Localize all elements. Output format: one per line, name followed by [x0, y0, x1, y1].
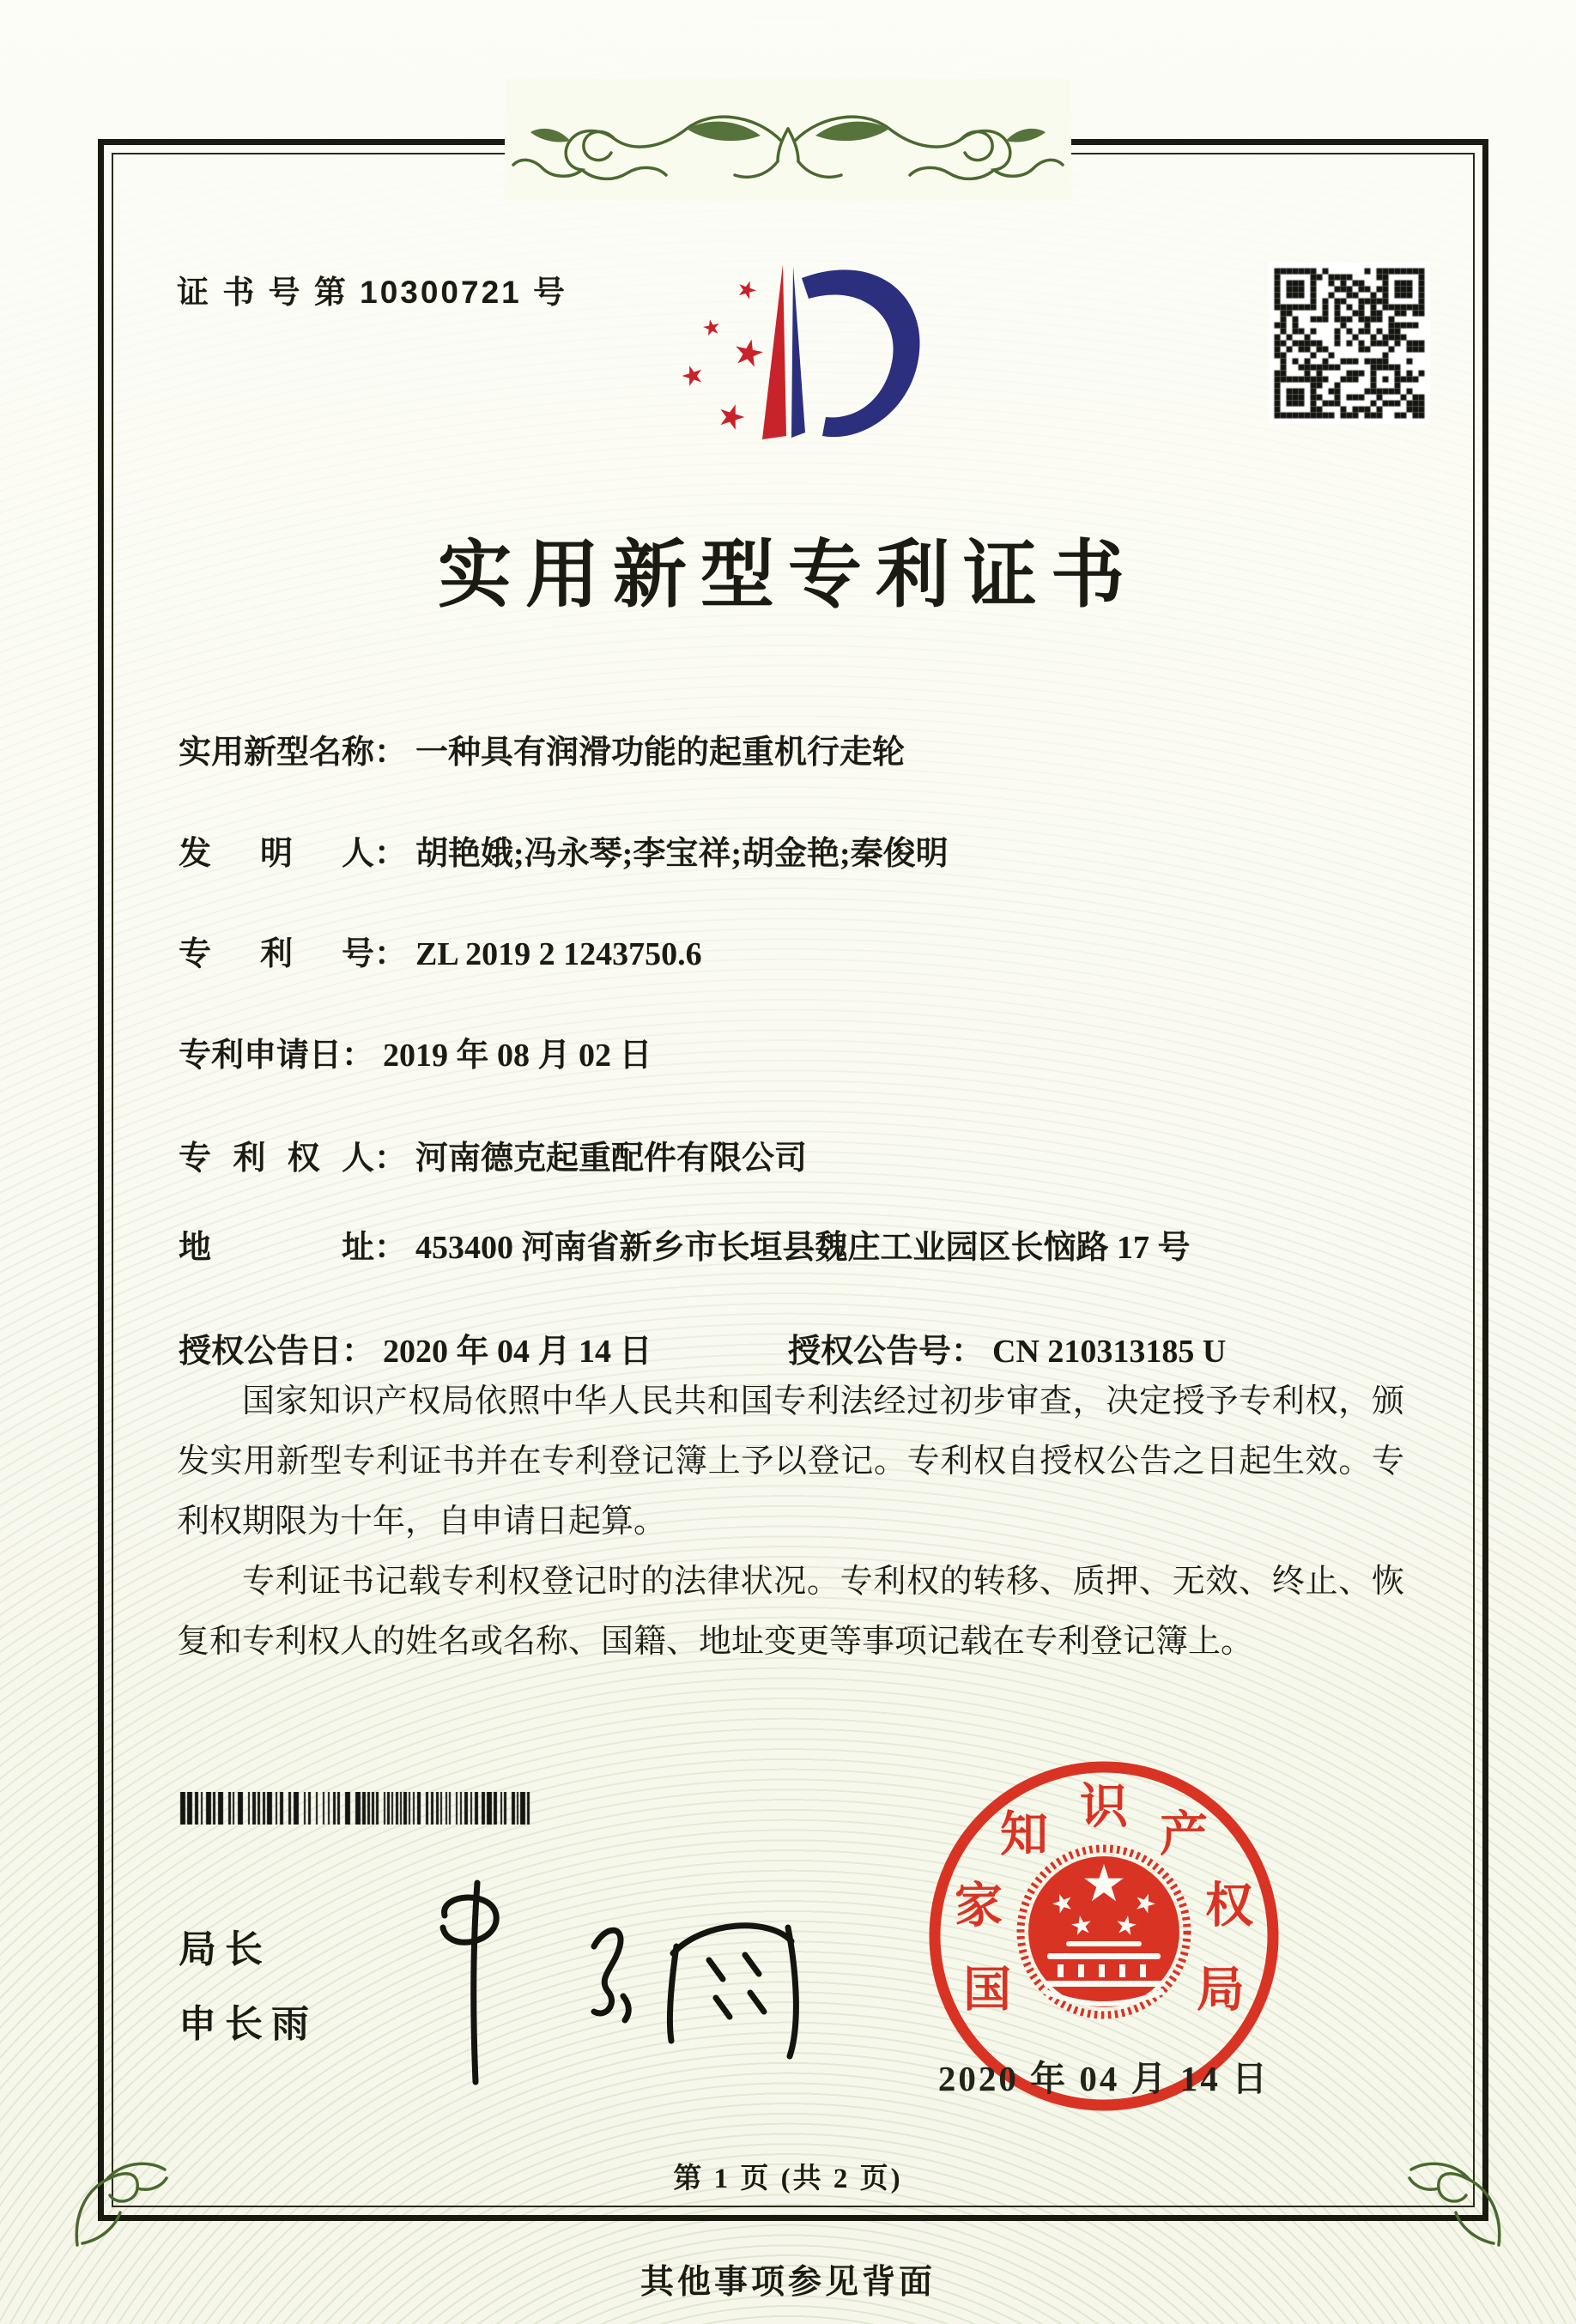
national-emblem-icon	[1021, 1849, 1187, 2015]
signer-title: 局长	[179, 1928, 271, 1970]
field-label-patentee: 专利权人	[179, 1141, 374, 1177]
top-border-ornament-icon	[505, 79, 1071, 199]
footer-note: 其他事项参见背面	[639, 2264, 936, 2301]
director-signature-icon	[403, 1871, 850, 2094]
field-value-grant-number: CN 210313185 U	[992, 1334, 1227, 1370]
svg-text:识: 识	[1080, 1781, 1128, 1834]
field-row-patent-number: 专利号： ZL 2019 2 1243750.6	[179, 927, 1404, 971]
field-row-name: 实用新型名称： 一种具有润滑功能的起重机行走轮	[179, 725, 1404, 770]
field-label-name: 实用新型名称	[179, 735, 375, 771]
field-value-inventors: 胡艳娥;冯永琴;李宝祥;胡金艳;秦俊明	[415, 836, 949, 872]
bottom-left-ornament-icon	[65, 2145, 177, 2257]
field-value-grant-date: 2020 年 04 月 14 日	[383, 1334, 652, 1370]
svg-text:家: 家	[955, 1879, 1003, 1934]
field-label-filing-date: 专利申请日	[179, 1038, 342, 1074]
field-group-grant-number: 授权公告号： CN 210313185 U	[788, 1324, 1226, 1371]
page-indicator: 第 1 页 (共 2 页)	[673, 2164, 903, 2194]
field-value-patent-number: ZL 2019 2 1243750.6	[415, 936, 702, 972]
certificate-number: 证 书 号 第 10300721 号	[177, 275, 568, 310]
certificate-title: 实用新型专利证书	[438, 534, 1138, 616]
cnipa-logo-icon	[646, 249, 929, 463]
field-label-address: 地址	[179, 1230, 374, 1266]
seal-date: 2020 年 04 月 14 日	[937, 2059, 1270, 2098]
field-row-filing-date: 专利申请日： 2019 年 08 月 02 日	[179, 1028, 1404, 1073]
signer-name: 申长雨	[179, 2003, 318, 2045]
field-value-address: 453400 河南省新乡市长垣县魏庄工业园区长恼路 17 号	[415, 1230, 1191, 1266]
field-row-patentee: 专利权人： 河南德克起重配件有限公司	[179, 1131, 1404, 1176]
barcode	[179, 1792, 532, 1825]
svg-text:局: 局	[1196, 1964, 1245, 2018]
field-label-patent-number: 专利号	[179, 936, 374, 972]
legal-paragraph-1: 国家知识产权局依照中华人民共和国专利法经过初步审查，决定授予专利权，颁发实用新型专利证书并在专利登记簿上予以登记。专利权自授权公告之日起生效。专利权期限为十年，自申请日起算。	[177, 1383, 1404, 1540]
bottom-right-ornament-icon	[1399, 2145, 1511, 2257]
field-value-name: 一种具有润滑功能的起重机行走轮	[415, 735, 906, 771]
field-value-patentee: 河南德克起重配件有限公司	[415, 1141, 808, 1177]
field-value-filing-date: 2019 年 08 月 02 日	[383, 1038, 652, 1074]
field-row-address: 地址： 453400 河南省新乡市长垣县魏庄工业园区长恼路 17 号	[179, 1220, 1404, 1265]
field-row-grant: 授权公告日： 2020 年 04 月 14 日 授权公告号： CN 210313185 U	[179, 1324, 1404, 1369]
svg-text:国: 国	[963, 1964, 1012, 2018]
svg-text:产: 产	[1160, 1808, 1208, 1862]
svg-text:权: 权	[1205, 1879, 1253, 1934]
official-seal	[915, 1747, 1293, 2125]
legal-paragraph-2: 专利证书记载专利权登记时的法律状况。专利权的转移、质押、无效、终止、恢复和专利权人的姓名或名称、国籍、地址变更等事项记载在专利登记簿上。	[177, 1564, 1404, 1660]
legal-text-block	[177, 1371, 1404, 1672]
field-row-inventors: 发明人： 胡艳娥;冯永琴;李宝祥;胡金艳;秦俊明	[179, 826, 1404, 871]
field-label-grant-number: 授权公告号	[788, 1334, 952, 1370]
svg-text:知: 知	[1000, 1808, 1048, 1862]
field-label-grant-date: 授权公告日	[179, 1334, 342, 1370]
field-label-inventors: 发明人	[179, 836, 374, 872]
qr-code	[1269, 263, 1430, 424]
